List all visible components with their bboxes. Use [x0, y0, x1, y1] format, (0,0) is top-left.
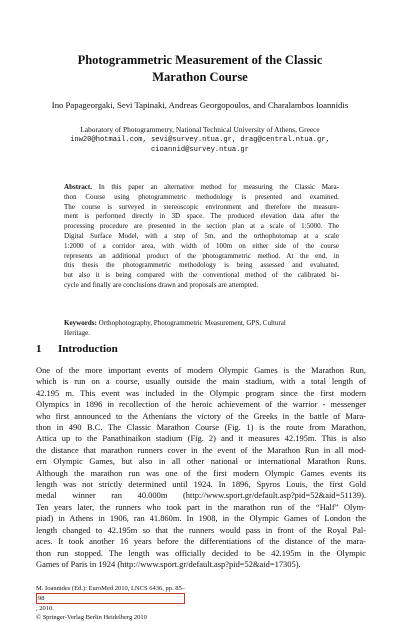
abstract [64, 183, 339, 291]
abstract-line: but also it is being compared with the conventional method of the calibrated bi- [64, 271, 339, 280]
body-line: thon in 490 B.C. The Classic Marathon Course (Fig. 1) is the route from Marathon, [36, 422, 366, 433]
abstract-line: The course is surveyed in stereoscopic environment and therefore the measure- [64, 202, 339, 211]
abstract-line: thon Course using photogrammetric methodology is presented and examined. [64, 192, 339, 201]
email-line: cioannid@survey.ntua.gr [151, 146, 249, 154]
body-line: the distance that marathon runners cover in the event of the Marathon Run in all mod- [36, 444, 366, 455]
abstract-line: Digital Surface Model, with a step of 5m, and the orthophotomap at a scale [64, 231, 339, 240]
abstract-line: 1:2000 of a corridor area, with width of 100m on either side of the course [64, 241, 339, 250]
keywords-line: Heritage. [64, 329, 91, 337]
body-line: aces. It took another 16 years before the differentiations of the distance of the mara- [36, 536, 366, 547]
abstract-line: represents an additional product of the photogrammetric method. At the end, in [64, 251, 339, 260]
author-list: Ino Papageorgaki, Sevi Tapinaki, Andreas Georgopoulos, and Charalambos Ioannidis [51, 100, 349, 110]
abstract-line [64, 183, 339, 193]
body-line: Attica up to the Panathinaikon stadium (Fig. 2) and it measures 42.195m. This is also [36, 433, 366, 444]
section-number: 1 [36, 343, 42, 355]
body-line: length changed to 42.195m so that the runners would pass in front of the Royal Pal- [36, 524, 366, 535]
abstract-line: processing procedure are presented in the section plan at a scale of 1:5000. The [64, 222, 339, 231]
body-line: ern Olympic Games, but also in all other national or international Marathon Runs. [36, 456, 366, 467]
footer-copyright: © Springer-Verlag Berlin Heidelberg 2010 [36, 614, 147, 621]
email-line: inw20@hotmail.com, sevi@survey.ntua.gr, drag@central.ntua.gr, [70, 136, 330, 144]
body-line: thon run stopped. The length was officially decided to be 42.195m in the Olympic [36, 547, 366, 558]
abstract-line: ment is performed directly in 3D space. The produced elevation data after the [64, 212, 339, 221]
keywords-label: Keywords: [64, 319, 97, 327]
title-line: Marathon Course [152, 70, 248, 84]
body-line: length was not strictly determined until 1924. In 1896, Spyros Louis, the first Gold [36, 479, 366, 490]
body-line: piad) in Athens in 1906, ran 41.860m. In 1908, in the Olympic Games of London the [36, 513, 366, 524]
body-line: Olympics in 1896 in recollection of the heroic achievement of the warrior - messenger [36, 399, 366, 410]
affiliation-block [20, 125, 380, 155]
section-title: Introduction [58, 343, 118, 355]
affiliation: Laboratory of Photogrammetry, National Technical University of Athens, Greece [80, 125, 320, 134]
body-line: Ten years later, the runners who took part in the marathon run of the “Half” Olym- [36, 501, 366, 512]
body-paragraph [36, 365, 366, 570]
keywords-line [64, 318, 339, 328]
section-heading [36, 343, 118, 355]
body-line: who first announced to the Athenians the victory of the Greeks in the battle of Mara- [36, 410, 366, 421]
citation-prefix: M. Ioannides (Ed.): EuroMed 2010, LNCS 6436, pp. 85– [36, 585, 185, 592]
body-line: 42.195 m. This event was included in the Olympic program since the first modern [36, 387, 366, 398]
abstract-text: In this paper an alternative method for measuring the Classic Mara- [92, 183, 339, 191]
keywords-text: Orthophotography, Photogrammetric Measurement, GPS, Cultural [96, 319, 286, 327]
keywords [64, 318, 339, 338]
page-number-link[interactable]: 98 [36, 593, 185, 604]
footer-citation [36, 584, 185, 613]
body-line: One of the more important events of modern Olympic Games is the Marathon Run, [36, 365, 366, 375]
abstract-label: Abstract. [64, 183, 92, 191]
body-line: which is run on a course, usually outside the main stadium, with a total length of [36, 376, 366, 387]
body-line: Games of Paris in 1924 (http://www.sport.gr/default.asp?pid=52&aid=17305). [36, 558, 301, 569]
body-line: medal winner ran 40.000m (http://www.sport.gr/default.asp?pid=52&aid=51139). [36, 490, 366, 501]
abstract-line: cycle and finally are conclusions drawn and proposals are attempted. [64, 280, 259, 289]
paper-title [40, 52, 360, 86]
abstract-line: this thesis the photogrammetric methodology is being assessed and evaluated, [64, 261, 339, 270]
title-line: Photogrammetric Measurement of the Classic [77, 53, 323, 67]
page-footer [36, 584, 185, 622]
citation-suffix: , 2010. [36, 605, 54, 612]
body-line: Although the marathon run was one of the first modern Olympic Games events its [36, 467, 366, 478]
